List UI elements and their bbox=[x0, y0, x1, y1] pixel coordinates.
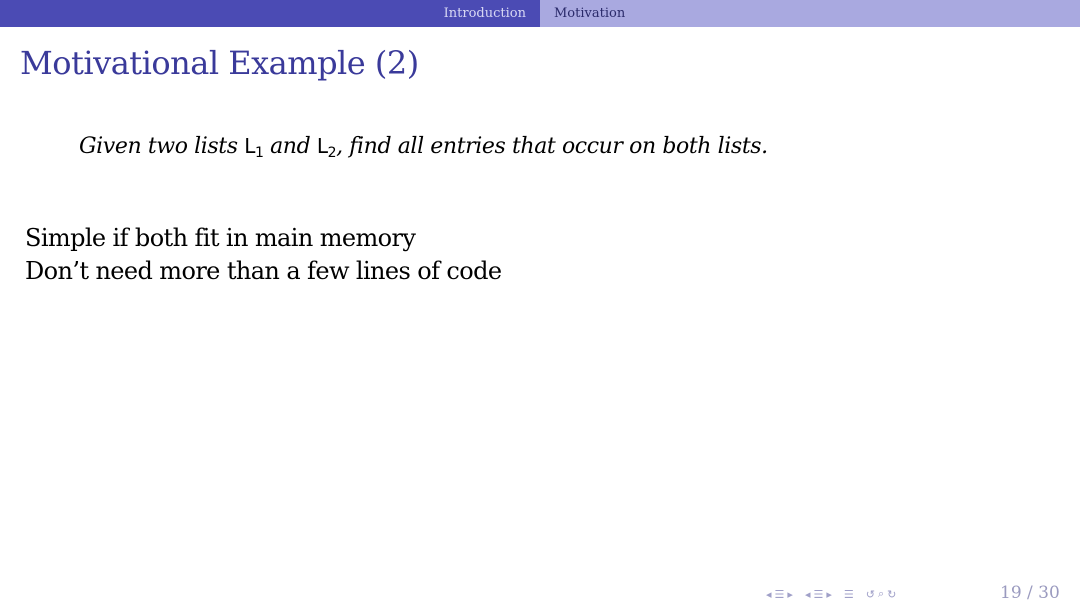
statement-part2: and bbox=[263, 134, 317, 159]
page-number: 19 / 30 bbox=[1000, 583, 1060, 603]
nav-next-frame-icon[interactable]: ▸ bbox=[787, 587, 793, 601]
problem-statement bbox=[79, 134, 768, 161]
nav-section-motivation[interactable] bbox=[540, 0, 1080, 27]
nav-prev-frame-icon[interactable]: ◂ bbox=[766, 587, 772, 601]
nav-forward-icon[interactable]: ↻ bbox=[887, 587, 897, 601]
nav-section-introduction[interactable] bbox=[0, 0, 540, 27]
list2-subscript: 2 bbox=[327, 145, 337, 161]
list1-symbol: L bbox=[244, 134, 255, 158]
nav-section-motivation-label: Motivation bbox=[554, 6, 626, 21]
body-line: Simple if both fit in main memory bbox=[25, 224, 416, 252]
frame-title: Motivational Example (2) bbox=[20, 44, 419, 82]
nav-next-subsection-icon[interactable]: ▸ bbox=[826, 587, 832, 601]
list1-subscript: 1 bbox=[254, 145, 264, 161]
body-text bbox=[25, 222, 502, 288]
statement-part3: , find all entries that occur on both lists. bbox=[336, 134, 768, 159]
body-line: Don’t need more than a few lines of code bbox=[25, 257, 502, 285]
section-navbar bbox=[0, 0, 1080, 27]
list2-symbol: L bbox=[316, 134, 328, 158]
nav-back-icon[interactable]: ↺ bbox=[865, 587, 875, 601]
nav-section-icon[interactable]: ☰ bbox=[843, 587, 854, 601]
nav-section-introduction-label: Introduction bbox=[443, 6, 526, 21]
nav-subsection-icon[interactable]: ☰ bbox=[813, 587, 824, 601]
nav-frame-icon[interactable]: ☰ bbox=[774, 587, 785, 601]
nav-prev-subsection-icon[interactable]: ◂ bbox=[804, 587, 811, 601]
beamer-navigation-symbols bbox=[766, 586, 899, 602]
nav-search-icon[interactable]: ⌕ bbox=[877, 587, 885, 600]
statement-part1: Given two lists bbox=[79, 134, 245, 159]
